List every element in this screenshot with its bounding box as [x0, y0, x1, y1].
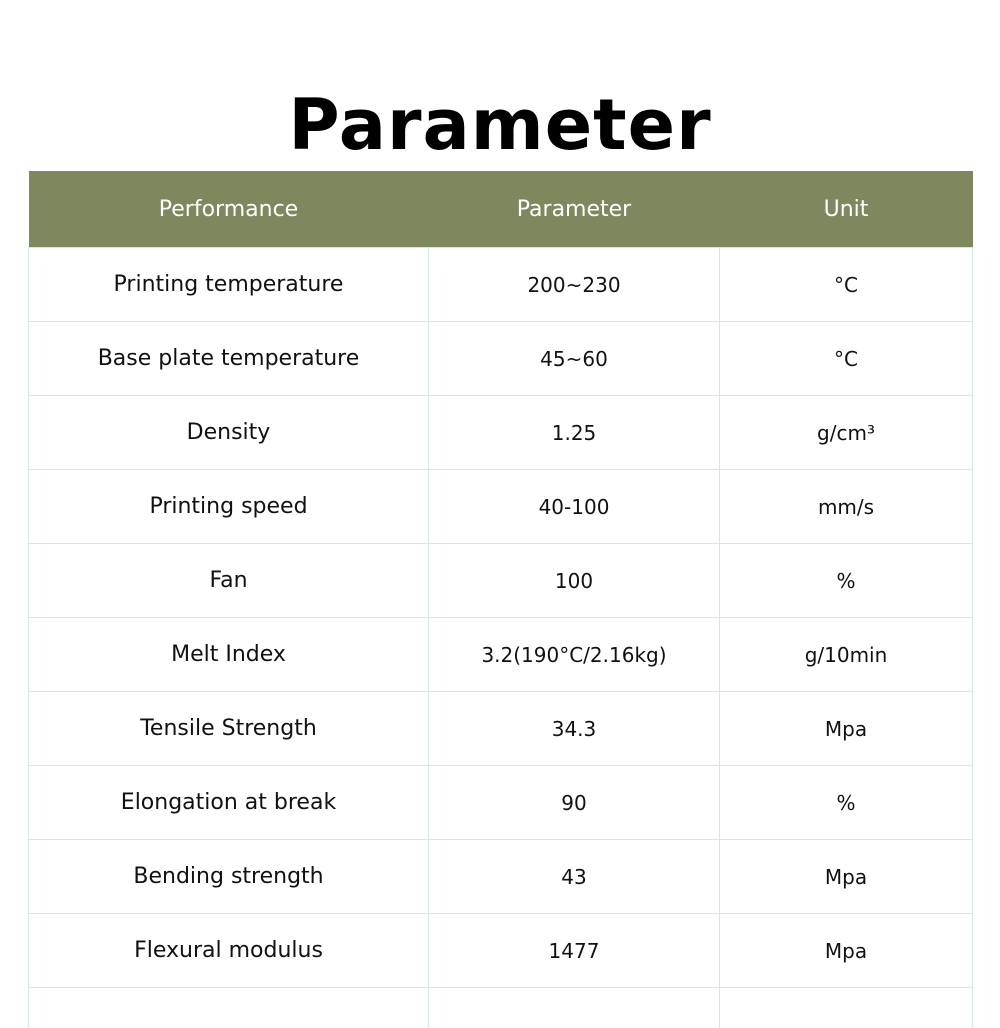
page-title: Parameter	[0, 83, 1000, 167]
table-body	[29, 248, 973, 1028]
table-row	[29, 322, 973, 396]
cell-parameter: 34.3	[429, 692, 720, 766]
cell-parameter: 100	[429, 544, 720, 618]
parameter-table	[28, 171, 973, 1028]
cell-parameter: 45~60	[429, 322, 720, 396]
cell-performance: Fan	[29, 544, 429, 618]
table-row	[29, 618, 973, 692]
cell-parameter: 3.2(190°C/2.16kg)	[429, 618, 720, 692]
cell-unit: g/10min	[720, 618, 973, 692]
cell-unit: Mpa	[720, 914, 973, 988]
cell-performance: Flexural modulus	[29, 914, 429, 988]
cell-parameter: 200~230	[429, 248, 720, 322]
cell-performance: Printing temperature	[29, 248, 429, 322]
cell-parameter: 1477	[429, 914, 720, 988]
table-row	[29, 914, 973, 988]
cell-performance: Tensile Strength	[29, 692, 429, 766]
table-row	[29, 840, 973, 914]
cell-unit: %	[720, 544, 973, 618]
cell-parameter	[429, 988, 720, 1028]
table-header	[29, 171, 973, 248]
table-row	[29, 692, 973, 766]
cell-unit	[720, 988, 973, 1028]
header-unit: Unit	[720, 171, 973, 248]
cell-performance: Elongation at break	[29, 766, 429, 840]
table-row	[29, 766, 973, 840]
cell-unit: Mpa	[720, 692, 973, 766]
table-row	[29, 248, 973, 322]
cell-parameter: 1.25	[429, 396, 720, 470]
cell-performance: Base plate temperature	[29, 322, 429, 396]
header-parameter: Parameter	[429, 171, 720, 248]
cell-unit: g/cm³	[720, 396, 973, 470]
cell-parameter: 90	[429, 766, 720, 840]
header-performance: Performance	[29, 171, 429, 248]
table-row	[29, 470, 973, 544]
header-row	[29, 171, 973, 248]
cell-unit: mm/s	[720, 470, 973, 544]
table-row	[29, 396, 973, 470]
cell-unit: °C	[720, 248, 973, 322]
cell-unit: °C	[720, 322, 973, 396]
table-row-partial	[29, 988, 973, 1028]
cell-performance: Bending strength	[29, 840, 429, 914]
cell-performance: Printing speed	[29, 470, 429, 544]
cell-parameter: 43	[429, 840, 720, 914]
cell-parameter: 40-100	[429, 470, 720, 544]
cell-performance: Density	[29, 396, 429, 470]
cell-performance: Melt Index	[29, 618, 429, 692]
cell-unit: Mpa	[720, 840, 973, 914]
table-row	[29, 544, 973, 618]
cell-unit: %	[720, 766, 973, 840]
cell-performance	[29, 988, 429, 1028]
